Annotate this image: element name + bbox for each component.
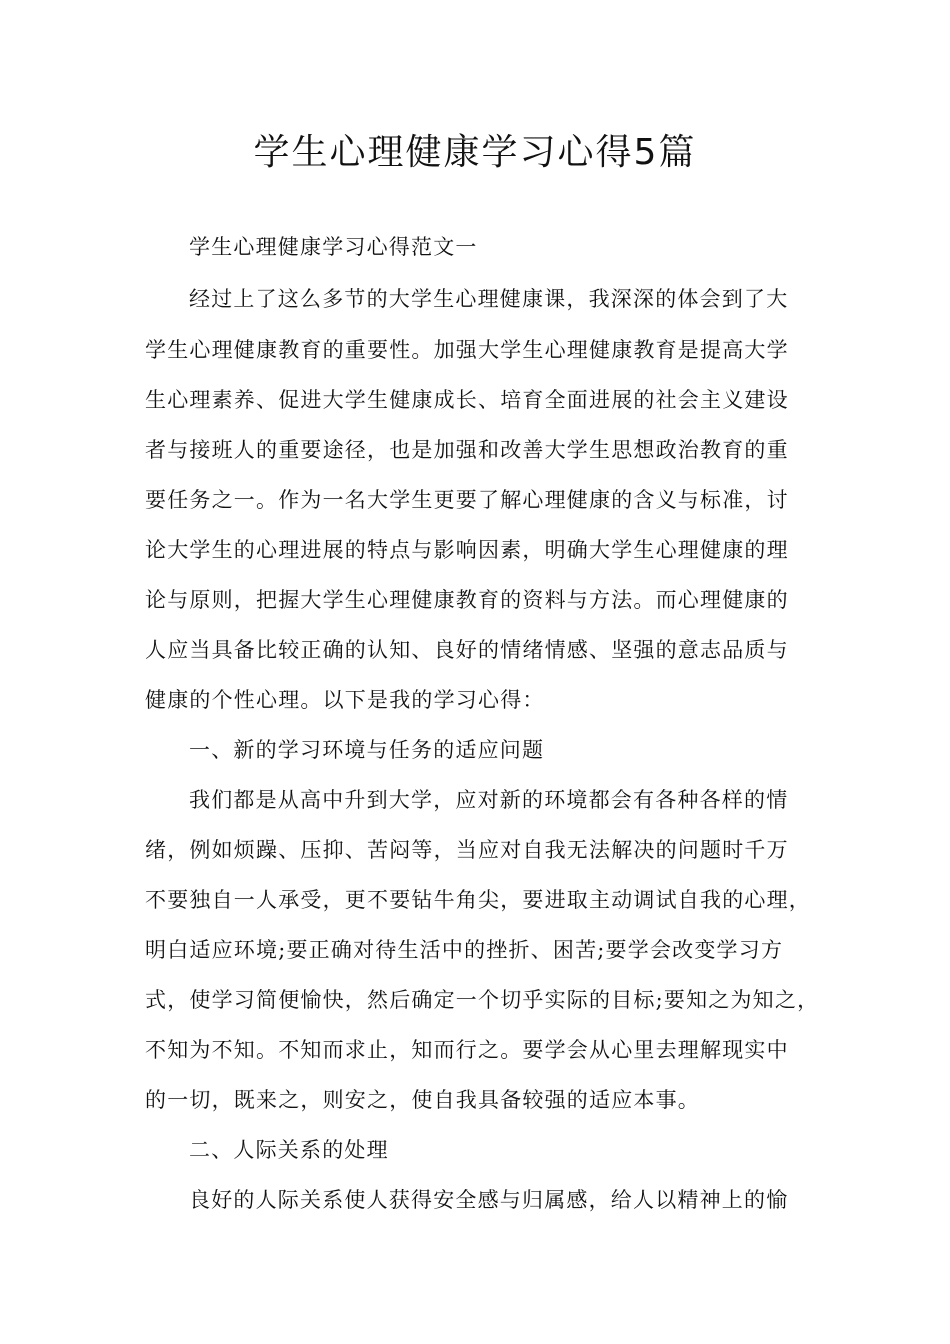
paragraph-line: 式，使学习简便愉快，然后确定一个切乎实际的目标;要知之为知之， xyxy=(145,988,820,1012)
paragraph-line: 明白适应环境;要正确对待生活中的挫折、困苦;要学会改变学习方 xyxy=(145,938,784,962)
paragraph-line: 经过上了这么多节的大学生心理健康课，我深深的体会到了大 xyxy=(189,287,789,311)
document-title: 学生心理健康学习心得5篇 xyxy=(253,132,697,173)
paragraph-line: 论大学生的心理进展的特点与影响因素，明确大学生心理健康的理 xyxy=(145,538,789,562)
paragraph-line: 生心理素养、促进大学生健康成长、培育全面进展的社会主义建设 xyxy=(145,388,789,412)
paragraph-line: 绪，例如烦躁、压抑、苦闷等，当应对自我无法解决的问题时千万 xyxy=(145,838,789,862)
section-heading: 二、人际关系的处理 xyxy=(189,1138,389,1162)
section-heading: 一、新的学习环境与任务的适应问题 xyxy=(189,738,545,762)
paragraph-line: 人应当具备比较正确的认知、良好的情绪情感、坚强的意志品质与 xyxy=(145,638,789,662)
section-heading: 学生心理健康学习心得范文一 xyxy=(189,235,478,259)
paragraph-line: 要任务之一。作为一名大学生更要了解心理健康的含义与标准，讨 xyxy=(145,488,789,512)
paragraph-line: 不知为不知。不知而求止，知而行之。要学会从心里去理解现实中 xyxy=(145,1038,789,1062)
paragraph-line: 的一切，既来之，则安之，使自我具备较强的适应本事。 xyxy=(145,1088,700,1112)
paragraph-line: 论与原则，把握大学生心理健康教育的资料与方法。而心理健康的 xyxy=(145,588,789,612)
paragraph-line: 健康的个性心理。以下是我的学习心得： xyxy=(145,688,545,712)
paragraph-line: 不要独自一人承受，更不要钻牛角尖，要进取主动调试自我的心理， xyxy=(145,888,811,912)
paragraph-line: 者与接班人的重要途径，也是加强和改善大学生思想政治教育的重 xyxy=(145,438,789,462)
paragraph-line: 学生心理健康教育的重要性。加强大学生心理健康教育是提高大学 xyxy=(145,338,789,362)
paragraph-line: 良好的人际关系使人获得安全感与归属感，给人以精神上的愉 xyxy=(189,1188,789,1212)
paragraph-line: 我们都是从高中升到大学，应对新的环境都会有各种各样的情 xyxy=(189,788,789,812)
